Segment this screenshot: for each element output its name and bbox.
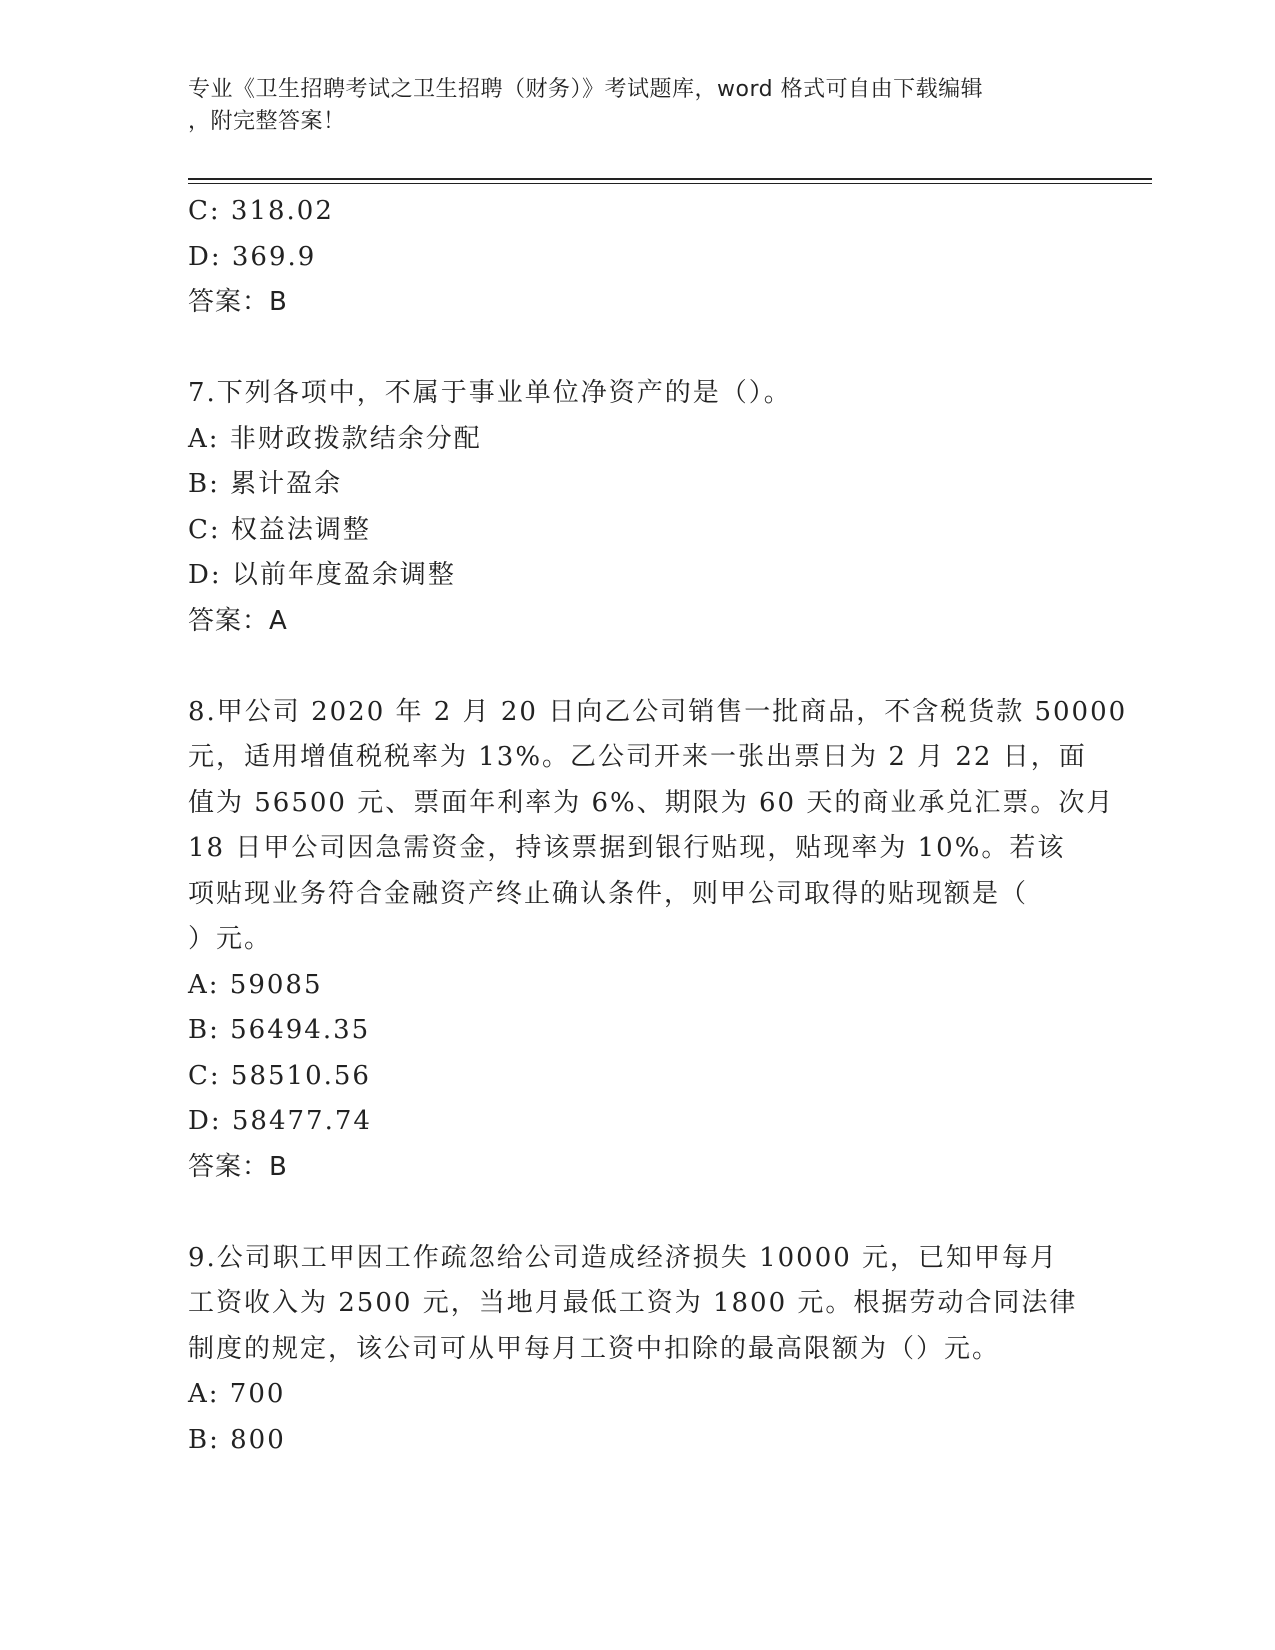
option-b: B: 56494.35	[188, 1015, 371, 1045]
option-a: A: 700	[188, 1379, 286, 1409]
option-c: C: 58510.56	[188, 1060, 371, 1091]
question-stem-line: 值为 56500 元、票面年利率为 6%、期限为 60 天的商业承兑汇票。次月	[188, 787, 1115, 818]
question-content	[188, 189, 1128, 1463]
header-rule-thick	[188, 178, 1152, 180]
header-line-2: ，附完整答案！	[188, 109, 346, 134]
answer: 答案：B	[188, 1151, 288, 1182]
option-b: B: 累计盈余	[188, 469, 343, 499]
answer: 答案：A	[188, 605, 288, 636]
question-7	[188, 371, 1088, 644]
header-line-1: 专业《卫生招聘考试之卫生招聘（财务）》考试题库，word 格式可自由下载编辑	[188, 77, 984, 102]
prev-question	[188, 189, 1088, 326]
document-header	[188, 74, 1068, 138]
question-stem-line: 制度的规定，该公司可从甲每月工资中扣除的最高限额为（）元。	[188, 1333, 1001, 1364]
question-stem-line: 18 日甲公司因急需资金，持该票据到银行贴现，贴现率为 10%。若该	[188, 833, 1066, 863]
header-rule-thin	[188, 183, 1152, 184]
option-a: A: 59085	[188, 969, 323, 1000]
option-c: C: 318.02	[188, 196, 334, 226]
answer: 答案：B	[188, 287, 288, 317]
question-stem-line: ）元。	[188, 924, 273, 954]
question-stem-line: 9.公司职工甲因工作疏忽给公司造成经济损失 10000 元，已知甲每月	[188, 1242, 1059, 1273]
question-stem-line: 元，适用增值税税率为 13%。乙公司开来一张出票日为 2 月 22 日，面	[188, 742, 1087, 772]
question-stem-line: 工资收入为 2500 元，当地月最低工资为 1800 元。根据劳动合同法律	[188, 1288, 1078, 1318]
question-stem-line: 项贴现业务符合金融资产终止确认条件，则甲公司取得的贴现额是（	[188, 878, 1029, 909]
option-b: B: 800	[188, 1424, 286, 1455]
option-d: D: 以前年度盈余调整	[188, 560, 456, 590]
option-a: A: 非财政拨款结余分配	[188, 423, 482, 454]
option-d: D: 58477.74	[188, 1106, 372, 1136]
question-stem-line: 8.甲公司 2020 年 2 月 20 日向乙公司销售一批商品，不含税货款 50000	[188, 696, 1128, 727]
question-8	[188, 690, 1128, 1191]
question-stem: 7.下列各项中，不属于事业单位净资产的是（）。	[188, 378, 792, 408]
option-d: D: 369.9	[188, 241, 317, 272]
option-c: C: 权益法调整	[188, 514, 371, 545]
question-9	[188, 1236, 1088, 1464]
